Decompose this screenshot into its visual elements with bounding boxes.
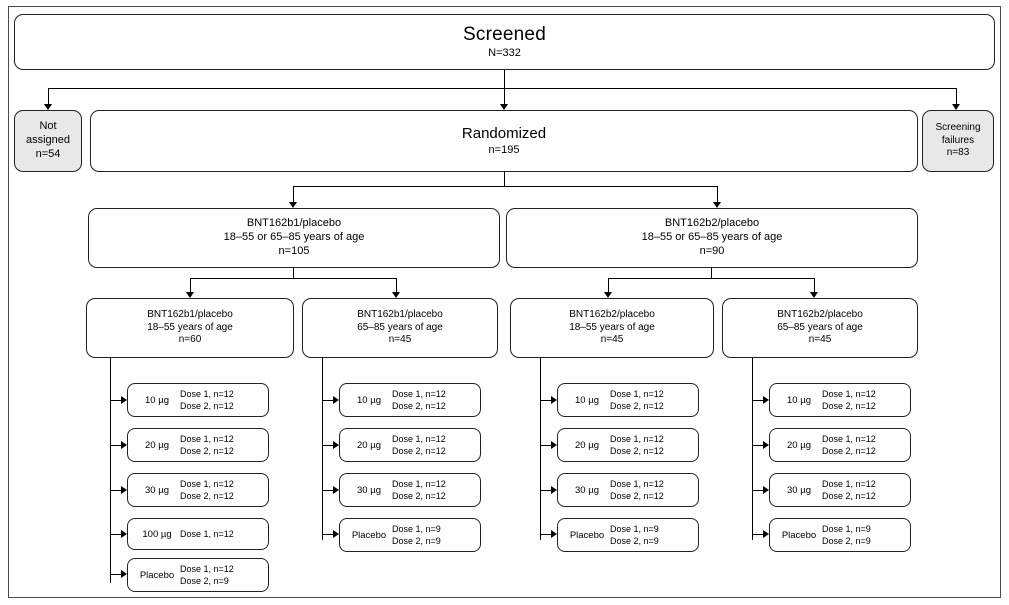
node-subgroup-4	[722, 298, 918, 358]
dose-label: 20 µg	[357, 439, 381, 451]
subgroup1-name: BNT162b1/placebo	[147, 309, 233, 321]
dose2-text: Dose 2, n=12	[610, 491, 664, 501]
dose-label: 10 µg	[145, 394, 169, 406]
dose-box-col3-2	[557, 428, 699, 462]
dose1-text: Dose 1, n=9	[822, 523, 871, 534]
dose2-text: Dose 2, n=12	[180, 446, 234, 456]
node-subgroup-1	[86, 298, 294, 358]
connector-subgroup2-down	[396, 278, 397, 292]
arm1-name: BNT162b1/placebo	[246, 217, 342, 230]
subgroup4-ages: 65–85 years of age	[777, 321, 863, 333]
dose2-text: Dose 2, n=12	[180, 401, 234, 411]
connector-arm1-split-down	[293, 268, 294, 278]
dose-box-col1-2	[127, 428, 269, 462]
dose1-text: Dose 1, n=12	[610, 478, 664, 489]
connector-arm1-down	[293, 186, 294, 202]
dose-label: 20 µg	[787, 439, 811, 451]
screened-count: N=332	[488, 47, 521, 59]
dose1-text: Dose 1, n=12	[180, 388, 234, 399]
dose2-text: Dose 2, n=9	[610, 536, 659, 546]
dose2-text: Dose 2, n=12	[392, 401, 446, 411]
dose-box-col2-2	[339, 428, 481, 462]
dose1-text: Dose 1, n=12	[180, 433, 234, 444]
dose2-text: Dose 2, n=12	[180, 491, 234, 501]
dose-label: 100 µg	[142, 528, 172, 540]
dose1-text: Dose 1, n=12	[180, 563, 234, 574]
connector-arms-horizontal	[293, 186, 717, 187]
dose2-text: Dose 2, n=9	[180, 576, 229, 586]
connector-subgroup4-down	[814, 278, 815, 292]
dose-box-col3-4	[557, 518, 699, 552]
dose-box-col1-4	[127, 518, 269, 550]
dose1-text: Dose 1, n=12	[180, 528, 234, 539]
dose-box-col4-3	[769, 473, 911, 507]
dose1-text: Dose 1, n=12	[822, 478, 876, 489]
connector-col2-spine	[322, 358, 323, 540]
connector-subgroup1-down	[190, 278, 191, 292]
connector-screened-down	[504, 70, 505, 88]
dose2-text: Dose 2, n=12	[610, 446, 664, 456]
connector-to-screening-failures	[956, 88, 957, 104]
dose2-text: Dose 2, n=12	[822, 446, 876, 456]
dose2-text: Dose 2, n=9	[392, 536, 441, 546]
node-screening-failures	[922, 110, 994, 172]
arm2-name: BNT162b2/placebo	[664, 217, 760, 230]
node-arm-bnt162b1	[88, 208, 500, 268]
connector-to-not-assigned	[48, 88, 49, 104]
dose-label: 30 µg	[575, 484, 599, 496]
arm1-count: n=105	[278, 244, 310, 257]
dose1-text: Dose 1, n=12	[392, 478, 446, 489]
subgroup1-ages: 18–55 years of age	[147, 321, 233, 333]
arm1-ages: 18–55 or 65–85 years of age	[223, 231, 365, 244]
dose2-text: Dose 2, n=12	[610, 401, 664, 411]
dose-box-col4-1	[769, 383, 911, 417]
connector-col3-spine	[540, 358, 541, 540]
dose1-text: Dose 1, n=9	[392, 523, 441, 534]
connector-arm1-split-horizontal	[190, 278, 396, 279]
dose-label: Placebo	[351, 529, 387, 541]
randomized-count: n=195	[488, 143, 520, 156]
dose2-text: Dose 2, n=12	[822, 491, 876, 501]
dose1-text: Dose 1, n=12	[610, 388, 664, 399]
arm2-count: n=90	[699, 244, 725, 257]
dose-label: 20 µg	[575, 439, 599, 451]
dose-label: 30 µg	[357, 484, 381, 496]
connector-col1-spine	[110, 358, 111, 583]
dose-box-col1-5	[127, 558, 269, 592]
dose1-text: Dose 1, n=12	[822, 388, 876, 399]
not-assigned-label-line2: assigned	[25, 134, 71, 147]
arm2-ages: 18–55 or 65–85 years of age	[641, 231, 783, 244]
connector-randomized-down	[504, 172, 505, 186]
screening-failures-count: n=83	[946, 147, 970, 159]
subgroup3-name: BNT162b2/placebo	[569, 309, 655, 321]
dose-box-col2-1	[339, 383, 481, 417]
dose-box-col3-1	[557, 383, 699, 417]
node-not-assigned	[14, 110, 82, 172]
dose2-text: Dose 2, n=12	[392, 446, 446, 456]
dose-box-col1-3	[127, 473, 269, 507]
dose-label: 20 µg	[145, 439, 169, 451]
connector-arm2-split-down	[711, 268, 712, 278]
dose1-text: Dose 1, n=9	[610, 523, 659, 534]
dose-label: 10 µg	[575, 394, 599, 406]
dose2-text: Dose 2, n=9	[822, 536, 871, 546]
dose-label: 30 µg	[787, 484, 811, 496]
screened-label: Screened	[463, 24, 546, 46]
connector-screened-horizontal	[48, 88, 956, 89]
node-subgroup-3	[510, 298, 714, 358]
dose-label: 10 µg	[787, 394, 811, 406]
subgroup3-count: n=45	[600, 334, 624, 346]
dose-box-col4-2	[769, 428, 911, 462]
connector-to-randomized	[504, 88, 505, 104]
connector-arm2-down	[717, 186, 718, 202]
connector-subgroup3-down	[608, 278, 609, 292]
dose2-text: Dose 2, n=12	[392, 491, 446, 501]
subgroup2-count: n=45	[388, 334, 412, 346]
node-arm-bnt162b2	[506, 208, 918, 268]
connector-arm2-split-horizontal	[608, 278, 814, 279]
dose-label: 30 µg	[145, 484, 169, 496]
dose1-text: Dose 1, n=12	[822, 433, 876, 444]
node-screened	[14, 14, 995, 70]
not-assigned-count: n=54	[35, 147, 61, 160]
node-subgroup-2	[302, 298, 498, 358]
dose1-text: Dose 1, n=12	[180, 478, 234, 489]
dose-box-col4-4	[769, 518, 911, 552]
dose-label: Placebo	[569, 529, 605, 541]
dose-box-col2-4	[339, 518, 481, 552]
dose1-text: Dose 1, n=12	[610, 433, 664, 444]
subgroup2-ages: 65–85 years of age	[357, 321, 443, 333]
subgroup2-name: BNT162b1/placebo	[357, 309, 443, 321]
screening-failures-label-line2: failures	[941, 134, 975, 146]
dose-label: Placebo	[139, 569, 175, 581]
not-assigned-label-line1: Not	[39, 120, 57, 133]
subgroup3-ages: 18–55 years of age	[569, 321, 655, 333]
dose1-text: Dose 1, n=12	[392, 433, 446, 444]
subgroup4-name: BNT162b2/placebo	[777, 309, 863, 321]
screening-failures-label-line1: Screening	[935, 122, 981, 134]
dose-box-col1-1	[127, 383, 269, 417]
connector-col4-spine	[752, 358, 753, 540]
dose1-text: Dose 1, n=12	[392, 388, 446, 399]
subgroup1-count: n=60	[178, 334, 202, 346]
dose2-text: Dose 2, n=12	[822, 401, 876, 411]
subgroup4-count: n=45	[808, 334, 832, 346]
dose-label: Placebo	[781, 529, 817, 541]
randomized-label: Randomized	[461, 124, 547, 142]
dose-label: 10 µg	[357, 394, 381, 406]
dose-box-col3-3	[557, 473, 699, 507]
dose-box-col2-3	[339, 473, 481, 507]
node-randomized	[90, 110, 918, 172]
